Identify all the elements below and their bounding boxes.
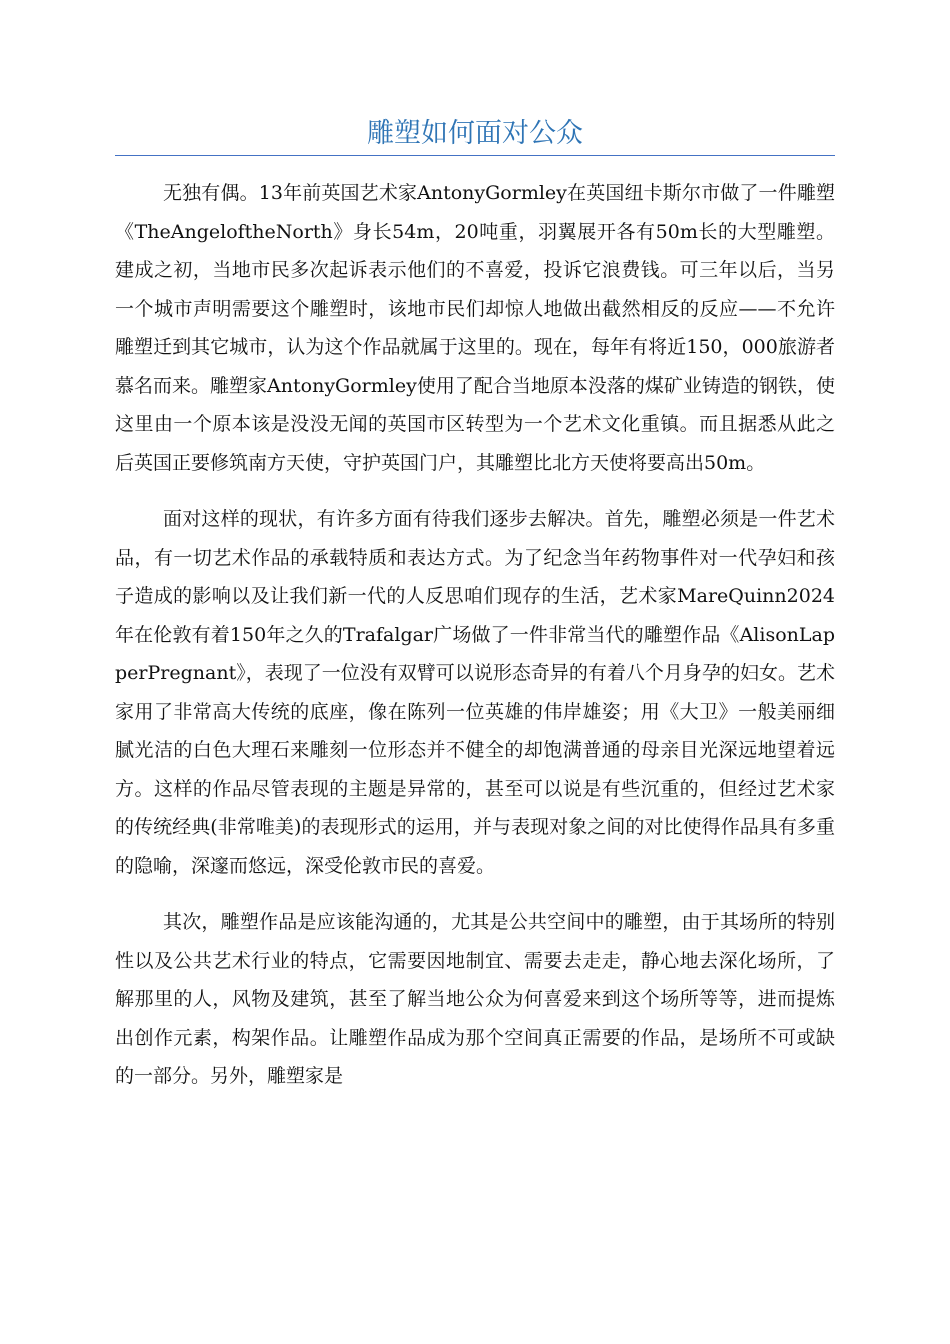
document-body [115,174,835,1114]
title-underline [115,155,835,156]
paragraph-3: 其次，雕塑作品是应该能沟通的，尤其是公共空间中的雕塑，由于其场所的特别性以及公共艺术行业的特点，它需要因地制宜、需要去走走，静心地去深化场所，了解那里的人，风物及建筑，甚至了解当地公众为何喜爱来到这个场所等等，进而提炼出创作元素，构架作品。让雕塑作品成为那个空间真正需要的作品，是场所不可或缺的一部分。另外，雕塑家是 [115,911,835,1087]
document-title: 雕塑如何面对公众 [367,118,583,149]
paragraph-1: 无独有偶。13年前英国艺术家AntonyGormley在英国纽卡斯尔市做了一件雕塑《TheAngeloftheNorth》身长54m，20吨重，羽翼展开各有50m长的大型雕塑。建成之初，当地市民多次起诉表示他们的不喜爱，投诉它浪费钱。可三年以后，当另一个城市声明需要这个雕塑时，该地市民们却惊人地做出截然相反的反应——不允许雕塑迁到其它城市，认为这个作品就属于这里的。现在，每年有将近150，000旅游者慕名而来。雕塑家AntonyGormley使用了配合当地原本没落的煤矿业铸造的钢铁，使这里由一个原本该是没没无闻的英国市区转型为一个艺术文化重镇。而且据悉从此之后英国正要修筑南方天使，守护英国门户，其雕塑比北方天使将要高出50m。 [115,182,835,474]
paragraph-2: 面对这样的现状，有许多方面有待我们逐步去解决。首先，雕塑必须是一件艺术品，有一切艺术作品的承载特质和表达方式。为了纪念当年药物事件对一代孕妇和孩子造成的影响以及让我们新一代的人反思咱们现存的生活，艺术家MareQuinn2024年在伦敦有着150年之久的Trafalgar广场做了一件非常当代的雕塑作品《AlisonLapperPregnant》，表现了一位没有双臂可以说形态奇异的有着八个月身孕的妇女。艺术家用了非常高大传统的底座，像在陈列一位英雄的伟岸雄姿；用《大卫》一般美丽细腻光洁的白色大理石来雕刻一位形态并不健全的却饱满普通的母亲目光深远地望着远方。这样的作品尽管表现的主题是异常的，甚至可以说是有些沉重的，但经过艺术家的传统经典(非常唯美)的表现形式的运用，并与表现对象之间的对比使得作品具有多重的隐喻，深邃而悠远，深受伦敦市民的喜爱。 [115,508,835,877]
